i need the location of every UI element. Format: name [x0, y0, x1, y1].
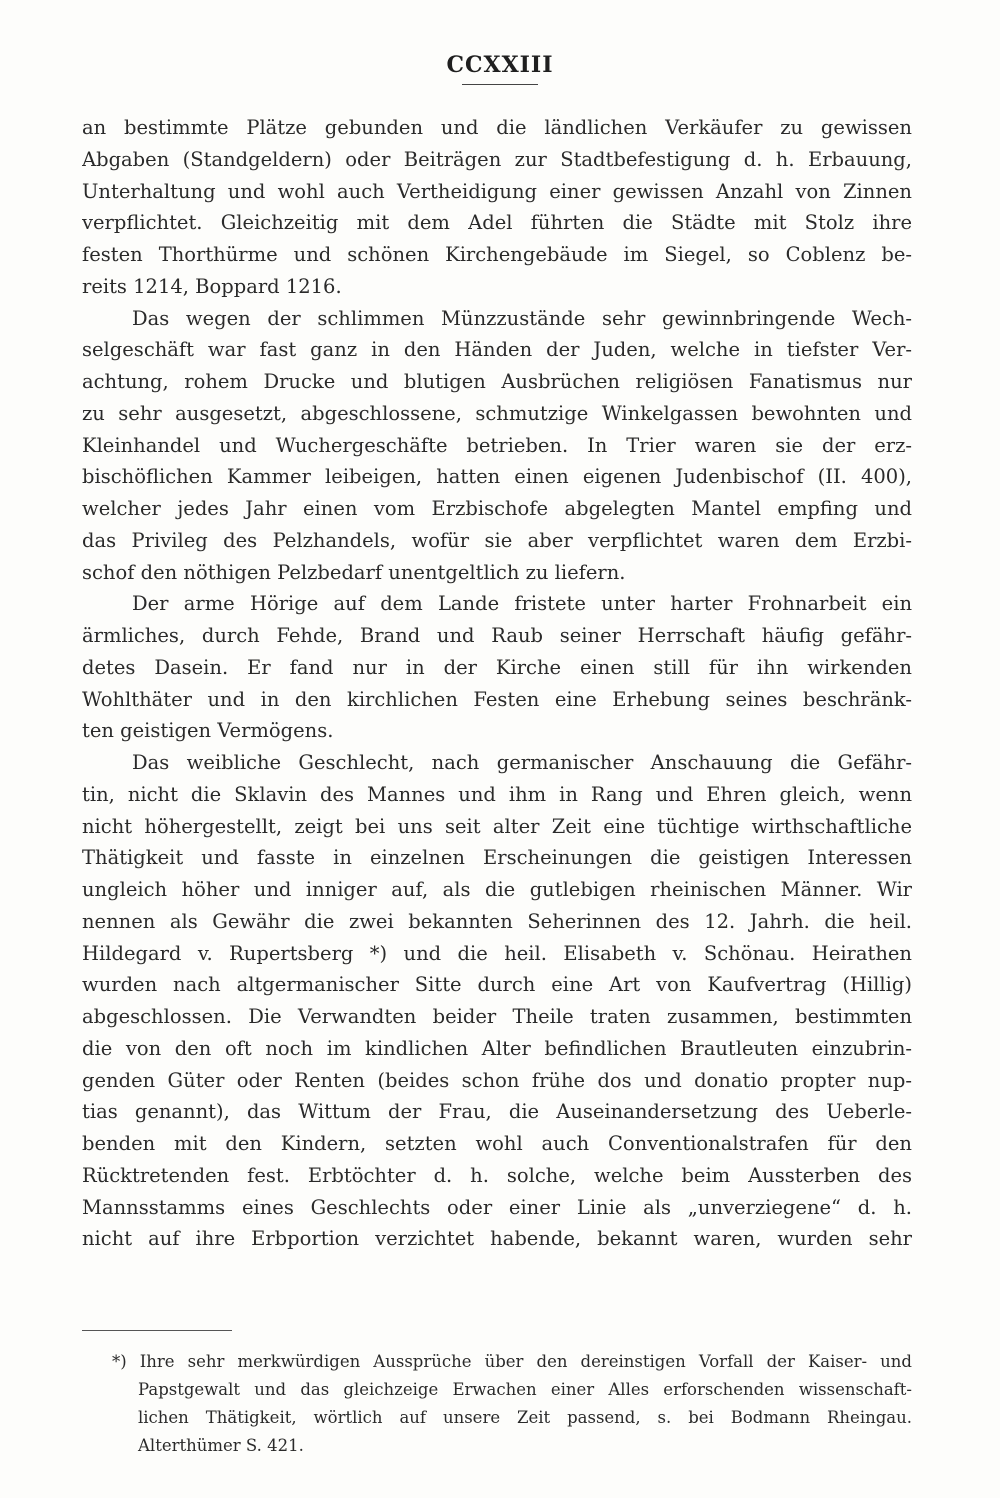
text-line: Thätigkeit und fasste in einzelnen Erscheinungen die geistigen Interessen [82, 846, 912, 870]
text-line: Das weibliche Geschlecht, nach germanischer Anschauung die Gefähr- [132, 751, 912, 774]
text-line: verpflichtet. Gleichzeitig mit dem Adel führten die Städte mit Stolz ihre [82, 211, 912, 235]
text-line: zu sehr ausgesetzt, abgeschlossene, schmutzige Winkelgassen bewohnten und [82, 401, 912, 425]
text-line: Abgaben (Standgeldern) oder Beiträgen zur Stadtbefestigung d. h. Erbauung, [82, 147, 912, 171]
text-line: reits 1214, Boppard 1216. [82, 274, 342, 298]
text-line: ten geistigen Vermögens. [82, 719, 334, 743]
text-line: nennen als Gewähr die zwei bekannten Seherinnen des 12. Jahrh. die heil. [82, 909, 912, 933]
header-rule [462, 84, 538, 85]
text-line: genden Güter oder Renten (beides schon frühe dos und donatio propter nup- [82, 1068, 912, 1092]
text-line: festen Thorthürme und schönen Kirchengebäude im Siegel, so Coblenz be- [82, 243, 912, 266]
text-line: tias genannt), das Wittum der Frau, die Auseinandersetzung des Ueberle- [82, 1100, 912, 1124]
text-line: achtung, rohem Drucke und blutigen Ausbrüchen religiösen Fanatismus nur [82, 370, 912, 393]
page-number: CCXXIII [446, 52, 554, 78]
text-line: tin, nicht die Sklavin des Mannes und ihm in Rang und Ehren gleich, wenn [82, 782, 912, 806]
text-line: Das wegen der schlimmen Münzzustände sehr gewinnbringende Wech- [132, 306, 912, 330]
text-line: bischöflichen Kammer leibeigen, hatten einen eigenen Judenbischof (II. 400), [82, 465, 912, 489]
text-line: Der arme Hörige auf dem Lande fristete unter harter Frohnarbeit ein [132, 592, 912, 616]
footnote-line: Alterthümer S. 421. [138, 1436, 304, 1455]
text-line: wurden nach altgermanischer Sitte durch eine Art von Kaufvertrag (Hillig) [82, 973, 912, 997]
text-line: welcher jedes Jahr einen vom Erzbischofe abgelegten Mantel empfing und [82, 497, 912, 520]
text-line: Rücktretenden fest. Erbtöchter d. h. solche, welche beim Aussterben des [82, 1163, 912, 1187]
text-line: abgeschlossen. Die Verwandten beider Theile traten zusammen, bestimmten [82, 1005, 912, 1028]
text-line: Kleinhandel und Wuchergeschäfte betrieben. In Trier waren sie der erz- [82, 433, 912, 457]
text-line: selgeschäft war fast ganz in den Händen der Juden, welche in tiefster Ver- [82, 338, 912, 362]
text-line: schof den nöthigen Pelzbedarf unentgeltlich zu liefern. [82, 560, 626, 584]
text-line: nicht auf ihre Erbportion verzichtet habende, bekannt waren, wurden sehr [82, 1227, 912, 1251]
footnote-line: lichen Thätigkeit, wörtlich auf unsere Zeit passend, s. bei Bodmann Rheingau. [138, 1408, 912, 1427]
footnote-divider [82, 1330, 232, 1331]
text-line: benden mit den Kindern, setzten wohl auch Conventionalstrafen für den [82, 1132, 912, 1155]
text-line: die von den oft noch im kindlichen Alter befindlichen Brautleuten einzubrin- [82, 1036, 912, 1060]
body-text [82, 112, 912, 1255]
text-line: nicht höhergestellt, zeigt bei uns seit alter Zeit eine tüchtige wirthschaftliche [82, 814, 912, 838]
footnote-line: Papstgewalt und das gleichzeige Erwachen einer Alles erforschenden wissenschaft- [138, 1380, 912, 1399]
footnote [112, 1348, 912, 1460]
text-line: an bestimmte Plätze gebunden und die ländlichen Verkäufer zu gewissen [82, 116, 912, 139]
text-line: Mannsstamms eines Geschlechts oder einer Linie als „unverziegene“ d. h. [82, 1195, 912, 1219]
text-line: das Privileg des Pelzhandels, wofür sie aber verpflichtet waren dem Erzbi- [82, 528, 912, 552]
footnote-line: *) Ihre sehr merkwürdigen Aussprüche über den dereinstigen Vorfall der Kaiser- und [112, 1352, 912, 1371]
text-line: ärmliches, durch Fehde, Brand und Raub seiner Herrschaft häufig gefähr- [82, 624, 912, 647]
text-line: detes Dasein. Er fand nur in der Kirche einen still für ihn wirkenden [82, 655, 912, 679]
text-line: Unterhaltung und wohl auch Vertheidigung einer gewissen Anzahl von Zinnen [82, 179, 912, 203]
text-line: Wohlthäter und in den kirchlichen Festen eine Erhebung seines beschränk- [82, 687, 912, 711]
text-line: Hildegard v. Rupertsberg *) und die heil. Elisabeth v. Schönau. Heirathen [82, 941, 912, 965]
text-line: ungleich höher und inniger auf, als die gutlebigen rheinischen Männer. Wir [82, 878, 912, 901]
